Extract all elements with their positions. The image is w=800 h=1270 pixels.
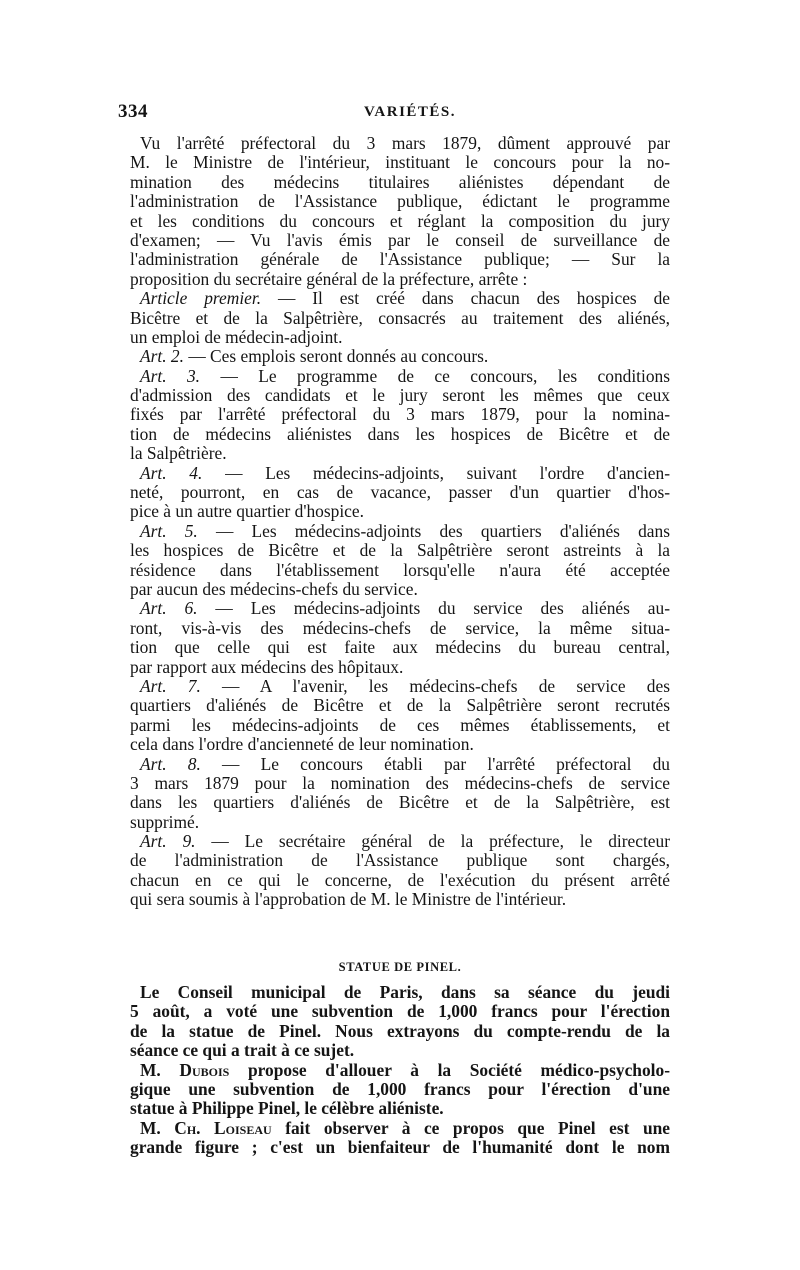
pinel-section-text (130, 983, 670, 1158)
article-line (130, 599, 670, 618)
article-line (130, 328, 670, 347)
article-label: Art. 6. (140, 599, 198, 619)
article-label: Art. 2. (140, 347, 184, 367)
pinel-line (130, 1138, 670, 1157)
decree-line (130, 231, 670, 250)
article-line (130, 367, 670, 386)
decree-line-text: mination des médecins titulaires aliénistes dépendant de (130, 172, 670, 192)
decree-line (130, 153, 670, 172)
article-line (130, 890, 670, 909)
article-line-text: neté, pourront, en cas de vacance, passer d'un quartier d'hos- (130, 483, 670, 503)
speaker-name: M. Ch. Loiseau (140, 1118, 272, 1138)
article-line-text: chacun en ce qui le concerne, de l'exécution du présent arrêté (130, 870, 670, 890)
decree-line (130, 134, 670, 153)
article-line-text: — Les médecins-adjoints du service des aliénés au- (197, 599, 670, 619)
article-line-text: — Le programme de ce concours, les conditions (200, 366, 670, 386)
article-line (130, 638, 670, 657)
article-line-text: parmi les médecins-adjoints de ces mêmes établissements, et (130, 715, 670, 735)
article-line (130, 871, 670, 890)
pinel-line-text: de la statue de Pinel. Nous extrayons du compte-rendu de la (130, 1021, 670, 1041)
pinel-line (130, 983, 670, 1002)
decree-line (130, 250, 670, 269)
article-line (130, 386, 670, 405)
article-line (130, 755, 670, 774)
pinel-line-text: gique une subvention de 1,000 francs pour l'érection d'une (130, 1079, 670, 1099)
article-line-text: tion de médecins aliénistes dans les hospices de Bicêtre et de (130, 424, 670, 444)
decree-line-text: M. le Ministre de l'intérieur, instituant le concours pour la no- (130, 153, 670, 173)
article-line-text: qui sera soumis à l'approbation de M. le Ministre de l'intérieur. (130, 890, 567, 910)
pinel-line (130, 1080, 670, 1099)
article-line-text: ront, vis-à-vis des médecins-chefs de service, la même situa- (130, 618, 670, 638)
pinel-line (130, 1061, 670, 1080)
pinel-line (130, 1002, 670, 1021)
article-line-text: pice à un autre quartier d'hospice. (130, 502, 364, 522)
article-line-text: quartiers d'aliénés de Bicêtre et de la Salpêtrière seront recrutés (130, 696, 670, 716)
article-line-text: — Ces emplois seront donnés au concours. (183, 347, 489, 367)
article-line (130, 832, 670, 851)
article-line-text: cela dans l'ordre d'ancienneté de leur nomination. (130, 735, 474, 755)
decree-line-text: Vu l'arrêté préfectoral du 3 mars 1879, dûment approuvé par (140, 134, 670, 153)
article-line (130, 425, 670, 444)
article-line-text: — Le concours établi par l'arrêté préfectoral du (200, 754, 670, 774)
pinel-line-text: fait observer à ce propos que Pinel est une (271, 1118, 670, 1138)
pinel-line (130, 1119, 670, 1138)
speaker-name: M. Dubois (140, 1060, 230, 1080)
pinel-line-text: 5 août, a voté une subvention de 1,000 francs pour l'érection (130, 1002, 670, 1022)
article-line-text: un emploi de médecin-adjoint. (130, 327, 343, 347)
section-title: STATUE DE PINEL. (338, 960, 462, 974)
article-line-text: résidence dans l'établissement lorsqu'elle n'aura été acceptée (130, 560, 670, 580)
decree-line (130, 270, 670, 289)
article-line (130, 696, 670, 715)
article-label: Art. 5. (140, 521, 198, 541)
pinel-line-text: propose d'allouer à la Société médico-psycholo- (229, 1060, 670, 1080)
article-line (130, 502, 670, 521)
article-line (130, 464, 670, 483)
decree-line-text: d'examen; — Vu l'avis émis par le conseil de surveillance de (130, 230, 670, 250)
page-header (118, 101, 678, 127)
article-label: Art. 7. (140, 676, 201, 696)
article-line-text: — A l'avenir, les médecins-chefs de service des (200, 676, 670, 696)
article-line (130, 851, 670, 870)
article-line (130, 522, 670, 541)
article-line (130, 677, 670, 696)
pinel-line-text: statue à Philippe Pinel, le célèbre aliéniste. (130, 1099, 444, 1119)
pinel-line (130, 1099, 670, 1118)
decree-line-text: proposition du secrétaire général de la préfecture, arrête : (130, 269, 528, 289)
decree-line (130, 173, 670, 192)
pinel-line (130, 1022, 670, 1041)
article-line-text: — Il est créé dans chacun des hospices de (261, 289, 670, 309)
article-line (130, 561, 670, 580)
decree-line (130, 212, 670, 231)
article-line-text: les hospices de Bicêtre et de la Salpêtrière seront astreints à la (130, 541, 670, 561)
article-line (130, 483, 670, 502)
article-line (130, 347, 670, 366)
article-line-text: — Les médecins-adjoints des quartiers d'aliénés dans (197, 521, 670, 541)
article-label: Art. 4. (140, 463, 203, 483)
decree-line-text: l'administration générale de l'Assistance publique; — Sur la (130, 250, 670, 270)
article-label: Article premier. (140, 289, 262, 309)
decree-line-text: et les conditions du concours et réglant la composition du jury (130, 211, 670, 231)
page-number: 334 (118, 101, 148, 122)
article-label: Art. 8. (140, 754, 201, 774)
decree-line (130, 192, 670, 211)
pinel-line-text: Le Conseil municipal de Paris, dans sa séance du jeudi (140, 983, 670, 1002)
article-line (130, 619, 670, 638)
article-line (130, 813, 670, 832)
article-line (130, 444, 670, 463)
article-line-text: de l'administration de l'Assistance publique sont chargés, (130, 851, 670, 871)
decree-line-text: l'administration de l'Assistance publique, édictant le programme (130, 192, 670, 212)
article-line-text: par aucun des médecins-chefs du service. (130, 579, 418, 599)
decree-text (130, 134, 670, 910)
article-line (130, 580, 670, 599)
running-head: VARIÉTÉS. (364, 104, 457, 120)
article-line (130, 541, 670, 560)
article-line-text: Bicêtre et de la Salpêtrière, consacrés au traitement des aliénés, (130, 308, 670, 328)
article-line (130, 735, 670, 754)
article-line (130, 793, 670, 812)
article-line (130, 716, 670, 735)
pinel-line (130, 1041, 670, 1060)
article-line-text: — Les médecins-adjoints, suivant l'ordre d'ancien- (202, 463, 670, 483)
article-line (130, 405, 670, 424)
article-line-text: fixés par l'arrêté préfectoral du 3 mars 1879, pour la nomina- (130, 405, 670, 425)
pinel-line-text: séance ce qui a trait à ce sujet. (130, 1041, 355, 1061)
article-line (130, 289, 670, 308)
article-line-text: la Salpêtrière. (130, 444, 227, 464)
article-line-text: 3 mars 1879 pour la nomination des médecins-chefs de service (130, 773, 670, 793)
article-label: Art. 9. (140, 832, 196, 852)
article-line-text: dans les quartiers d'aliénés de Bicêtre et de la Salpêtrière, est (130, 793, 670, 813)
article-line (130, 774, 670, 793)
pinel-line-text: grande figure ; c'est un bienfaiteur de l'humanité dont le nom (130, 1138, 670, 1158)
article-line (130, 309, 670, 328)
article-label: Art. 3. (140, 366, 201, 386)
article-line-text: supprimé. (130, 812, 200, 832)
article-line-text: tion que celle qui est faite aux médecins du bureau central, (130, 638, 670, 658)
article-line-text: par rapport aux médecins des hôpitaux. (130, 657, 404, 677)
article-line-text: d'admission des candidats et le jury seront les mêmes que ceux (130, 386, 670, 406)
article-line (130, 658, 670, 677)
article-line-text: — Le secrétaire général de la préfecture, le directeur (195, 832, 670, 852)
